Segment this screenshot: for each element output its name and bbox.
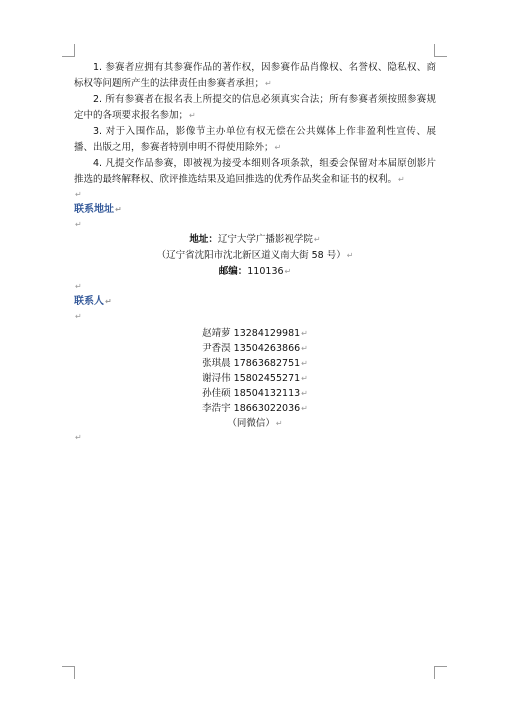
- rule-paragraph-2[interactable]: [74, 92, 436, 124]
- paragraph-mark: ↵: [189, 111, 196, 120]
- contact-name: 孙佳硕: [202, 388, 231, 399]
- paragraph-mark: ↵: [75, 190, 82, 199]
- postcode-label: 邮编：: [218, 266, 248, 277]
- paragraph-mark: ↵: [75, 312, 82, 321]
- paragraph-mark: ↵: [105, 297, 112, 306]
- contact-heading-text: 联系人: [74, 296, 104, 307]
- contact-phone: 13504263866: [233, 343, 301, 354]
- contact-row[interactable]: [74, 401, 436, 416]
- contact-name: 谢浔伟: [202, 373, 231, 384]
- paragraph-mark: ↵: [301, 389, 308, 398]
- contact-row[interactable]: [74, 341, 436, 356]
- contact-phone: 13284129981: [233, 328, 301, 339]
- document-body[interactable]: [74, 60, 436, 445]
- contact-name: 张琪晨: [202, 358, 231, 369]
- paragraph-mark: ↵: [301, 359, 308, 368]
- contact-note: （同微信）: [227, 418, 275, 429]
- contact-list: [74, 326, 436, 431]
- paragraph-mark: ↵: [346, 251, 354, 260]
- paragraph-mark: ↵: [301, 344, 308, 353]
- rule-paragraph-3[interactable]: [74, 124, 436, 156]
- contact-heading[interactable]: [74, 294, 436, 310]
- address-detail-line[interactable]: [74, 248, 436, 264]
- contact-phone: 18504132113: [233, 388, 301, 399]
- address-heading-text: 联系地址: [74, 204, 114, 215]
- paragraph-mark: ↵: [275, 419, 283, 428]
- paragraph-mark: ↵: [313, 235, 321, 244]
- contact-name: 李浩宇: [202, 403, 231, 414]
- contact-note-line[interactable]: [74, 416, 436, 431]
- postcode-value: 110136: [247, 266, 284, 277]
- contact-name: 赵靖萝: [202, 328, 231, 339]
- paragraph-text: 4. 凡提交作品参赛，即被视为接受本细则各项条款，组委会保留对本届原创影片推选的最终解释权、欣评推选结果及追回推选的优秀作品奖金和证书的权利。: [74, 158, 436, 185]
- address-line[interactable]: [74, 232, 436, 248]
- address-label: 地址：: [189, 234, 218, 245]
- address-detail: （辽宁省沈阳市沈北新区道义南大街 58 号）: [156, 250, 346, 261]
- contact-phone: 18663022036: [233, 403, 301, 414]
- paragraph-mark: ↵: [115, 205, 122, 214]
- postcode-line[interactable]: [74, 264, 436, 280]
- paragraph-mark: ↵: [75, 282, 82, 291]
- paragraph-mark: ↵: [265, 79, 272, 88]
- paragraph-mark: ↵: [284, 267, 292, 276]
- crop-mark-bottom-left: [62, 666, 75, 679]
- contact-phone: 15802455271: [233, 373, 301, 384]
- paragraph-mark: ↵: [75, 433, 82, 442]
- address-heading[interactable]: [74, 202, 436, 218]
- rule-paragraph-1[interactable]: [74, 60, 436, 92]
- paragraph-mark: ↵: [301, 329, 308, 338]
- paragraph-mark: ↵: [75, 220, 82, 229]
- paragraph-mark: ↵: [301, 404, 308, 413]
- address-value: 辽宁大学广播影视学院: [217, 234, 313, 245]
- rule-paragraph-4[interactable]: [74, 156, 436, 188]
- paragraph-text: 3. 对于入围作品，影像节主办单位有权无偿在公共媒体上作非盈利性宣传、展播、出版之用，参赛者特别申明不得使用除外；: [74, 126, 436, 153]
- crop-mark-top-left: [62, 44, 75, 57]
- contact-row[interactable]: [74, 386, 436, 401]
- paragraph-mark: ↵: [274, 143, 282, 152]
- paragraph-mark: ↵: [301, 374, 308, 383]
- paragraph-mark: ↵: [398, 175, 405, 184]
- contact-row[interactable]: [74, 371, 436, 386]
- paragraph-text: 2. 所有参赛者在报名表上所提交的信息必须真实合法；所有参赛者须按照参赛规定中的各项要求报名参加；: [74, 94, 436, 121]
- crop-mark-top-right: [434, 44, 447, 57]
- contact-row[interactable]: [74, 356, 436, 371]
- empty-line: [74, 310, 436, 324]
- contact-phone: 17863682751: [233, 358, 301, 369]
- empty-line: [74, 431, 436, 445]
- empty-line: [74, 280, 436, 294]
- crop-mark-bottom-right: [434, 666, 447, 679]
- contact-row[interactable]: [74, 326, 436, 341]
- contact-name: 尹香淏: [202, 343, 231, 354]
- paragraph-text: 1. 参赛者应拥有其参赛作品的著作权，因参赛作品肖像权、名誉权、隐私权、商标权等问题所产生的法律责任由参赛者承担；: [74, 62, 436, 89]
- empty-line: [74, 188, 436, 202]
- empty-line: [74, 218, 436, 232]
